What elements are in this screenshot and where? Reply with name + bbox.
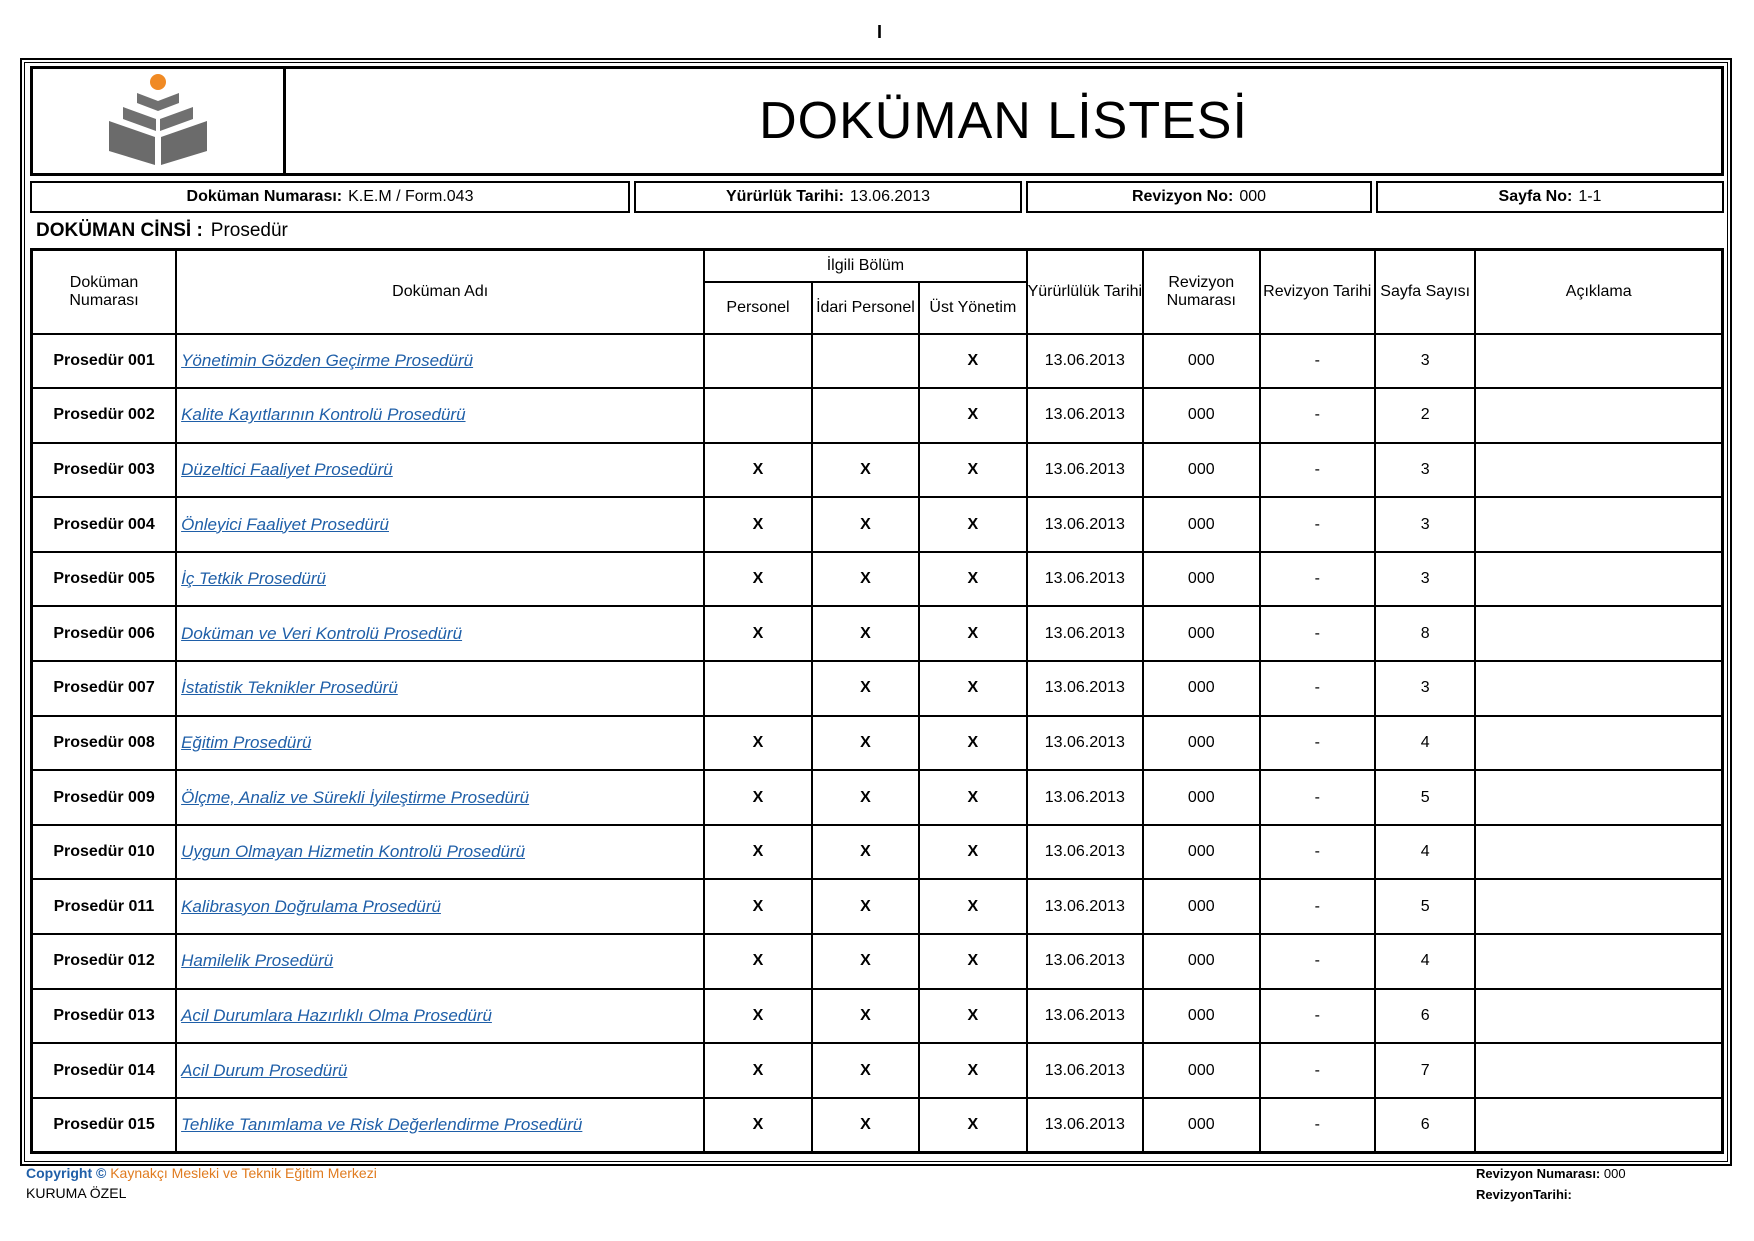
doc-name-cell [176, 443, 704, 498]
pages-cell: 3 [1375, 552, 1475, 607]
idari-cell [812, 388, 919, 443]
doc-name-cell [176, 879, 704, 934]
doc-name-cell [176, 934, 704, 989]
ust-cell: X [919, 934, 1026, 989]
table-row [32, 606, 1723, 661]
rev-no-cell: 000 [1143, 770, 1259, 825]
rev-date-cell: - [1260, 661, 1375, 716]
doc-name-cell [176, 770, 704, 825]
doc-name-cell [176, 1043, 704, 1098]
doc-link[interactable]: Önleyici Faaliyet Prosedürü [181, 514, 389, 534]
desc-cell [1475, 443, 1722, 498]
doc-number-cell: Prosedür 009 [32, 770, 177, 825]
personel-cell: X [704, 934, 811, 989]
ust-cell: X [919, 716, 1026, 771]
doc-number-cell: Prosedür 008 [32, 716, 177, 771]
idari-cell: X [812, 661, 919, 716]
date-cell: 13.06.2013 [1027, 334, 1143, 389]
col-header-rev-no: Revizyon Numarası [1143, 250, 1259, 334]
idari-cell: X [812, 606, 919, 661]
date-cell: 13.06.2013 [1027, 716, 1143, 771]
personel-cell: X [704, 989, 811, 1044]
pages-cell: 4 [1375, 934, 1475, 989]
doc-name-cell [176, 716, 704, 771]
ust-cell: X [919, 388, 1026, 443]
pages-cell: 6 [1375, 1098, 1475, 1153]
doc-number-cell: Prosedür 012 [32, 934, 177, 989]
date-cell: 13.06.2013 [1027, 989, 1143, 1044]
footer-left [26, 1163, 377, 1203]
doc-name-cell [176, 1098, 704, 1153]
rev-no-cell: 000 [1143, 1043, 1259, 1098]
rev-no-cell: 000 [1143, 661, 1259, 716]
rev-no-cell: 000 [1143, 825, 1259, 880]
date-cell: 13.06.2013 [1027, 552, 1143, 607]
footer-rev-no-value: 000 [1603, 1166, 1626, 1181]
doc-number-cell: Prosedür 014 [32, 1043, 177, 1098]
col-header-doc-name: Doküman Adı [176, 250, 704, 334]
date-cell: 13.06.2013 [1027, 770, 1143, 825]
desc-cell [1475, 770, 1722, 825]
desc-cell [1475, 825, 1722, 880]
desc-cell [1475, 334, 1722, 389]
rev-date-cell: - [1260, 1098, 1375, 1153]
rev-date-cell: - [1260, 443, 1375, 498]
table-row [32, 334, 1723, 389]
personel-cell: X [704, 497, 811, 552]
col-header-desc: Açıklama [1475, 250, 1722, 334]
doc-name-cell [176, 497, 704, 552]
doc-link[interactable]: Uygun Olmayan Hizmetin Kontrolü Prosedürü [181, 842, 526, 862]
doc-number-field [30, 181, 630, 213]
doc-number-cell: Prosedür 007 [32, 661, 177, 716]
pages-cell: 3 [1375, 334, 1475, 389]
idari-cell: X [812, 552, 919, 607]
personel-cell: X [704, 606, 811, 661]
table-row [32, 934, 1723, 989]
doc-link[interactable]: İstatistik Teknikler Prosedürü [181, 678, 398, 698]
ust-cell: X [919, 661, 1026, 716]
rev-date-cell: - [1260, 770, 1375, 825]
ust-cell: X [919, 497, 1026, 552]
table-row [32, 1043, 1723, 1098]
doc-link[interactable]: Yönetimin Gözden Geçirme Prosedürü [181, 350, 474, 370]
effective-date-field [634, 181, 1022, 213]
table-row [32, 661, 1723, 716]
meta-row [30, 181, 1724, 213]
table-row [32, 825, 1723, 880]
table-row [32, 388, 1723, 443]
doc-number-cell: Prosedür 002 [32, 388, 177, 443]
rev-no-cell: 000 [1143, 1098, 1259, 1153]
doc-number-cell: Prosedür 005 [32, 552, 177, 607]
rev-date-cell: - [1260, 989, 1375, 1044]
doc-link[interactable]: Tehlike Tanımlama ve Risk Değerlendirme Prosedürü [181, 1114, 583, 1134]
doc-link[interactable]: Düzeltici Faaliyet Prosedürü [181, 459, 393, 479]
idari-cell: X [812, 443, 919, 498]
date-cell: 13.06.2013 [1027, 443, 1143, 498]
personel-cell [704, 661, 811, 716]
doc-name-cell [176, 989, 704, 1044]
date-cell: 13.06.2013 [1027, 879, 1143, 934]
footer-rev-date-label: RevizyonTarihi: [1476, 1187, 1572, 1202]
table-row [32, 879, 1723, 934]
pages-cell: 7 [1375, 1043, 1475, 1098]
doc-link[interactable]: İç Tetkik Prosedürü [181, 569, 326, 589]
doc-number-cell: Prosedür 015 [32, 1098, 177, 1153]
doc-link[interactable]: Acil Durumlara Hazırlıklı Olma Prosedürü [181, 1005, 492, 1025]
table-row [32, 1098, 1723, 1153]
col-header-related: İlgili Bölüm [704, 250, 1026, 282]
personel-cell: X [704, 879, 811, 934]
rev-no-cell: 000 [1143, 443, 1259, 498]
date-cell: 13.06.2013 [1027, 1043, 1143, 1098]
table-body [32, 334, 1723, 1153]
rev-no-cell: 000 [1143, 388, 1259, 443]
desc-cell [1475, 716, 1722, 771]
personel-cell [704, 388, 811, 443]
org-name: Kaynakçı Mesleki ve Teknik Eğitim Merkezi [110, 1165, 377, 1181]
doc-name-cell [176, 334, 704, 389]
doc-number-cell: Prosedür 010 [32, 825, 177, 880]
book-logo-icon [103, 73, 213, 169]
pages-cell: 3 [1375, 497, 1475, 552]
desc-cell [1475, 989, 1722, 1044]
date-cell: 13.06.2013 [1027, 661, 1143, 716]
desc-cell [1475, 388, 1722, 443]
date-cell: 13.06.2013 [1027, 606, 1143, 661]
doc-type [36, 220, 288, 242]
rev-date-cell: - [1260, 1043, 1375, 1098]
personel-cell: X [704, 716, 811, 771]
ust-cell: X [919, 606, 1026, 661]
personel-cell: X [704, 443, 811, 498]
doc-link[interactable]: Acil Durum Prosedürü [181, 1060, 348, 1080]
col-header-doc-no: Doküman Numarası [32, 250, 177, 334]
rev-date-cell: - [1260, 552, 1375, 607]
logo [33, 69, 286, 173]
rev-no-cell: 000 [1143, 989, 1259, 1044]
rev-no-cell: 000 [1143, 934, 1259, 989]
rev-date-cell: - [1260, 825, 1375, 880]
doc-name-cell [176, 388, 704, 443]
ust-cell: X [919, 770, 1026, 825]
idari-cell: X [812, 716, 919, 771]
desc-cell [1475, 552, 1722, 607]
pages-cell: 2 [1375, 388, 1475, 443]
pages-cell: 3 [1375, 443, 1475, 498]
effective-date-label: Yürürlük Tarihi: [725, 188, 844, 205]
effective-date-value: 13.06.2013 [849, 188, 930, 205]
doc-number-cell: Prosedür 004 [32, 497, 177, 552]
footer-right [1476, 1163, 1626, 1205]
date-cell: 13.06.2013 [1027, 934, 1143, 989]
doc-link[interactable]: Eğitim Prosedürü [181, 732, 312, 752]
date-cell: 13.06.2013 [1027, 388, 1143, 443]
classification: KURUMA ÖZEL [26, 1185, 127, 1201]
rev-date-cell: - [1260, 497, 1375, 552]
doc-link[interactable]: Hamilelik Prosedürü [181, 951, 334, 971]
idari-cell: X [812, 879, 919, 934]
idari-cell: X [812, 989, 919, 1044]
page-mark: I [877, 22, 883, 42]
copyright-label: Copyright © [26, 1165, 107, 1181]
document-table [30, 248, 1724, 1154]
doc-number-value: K.E.M / Form.043 [348, 188, 474, 205]
doc-number-cell: Prosedür 011 [32, 879, 177, 934]
date-cell: 13.06.2013 [1027, 1098, 1143, 1153]
idari-cell: X [812, 934, 919, 989]
ust-cell: X [919, 825, 1026, 880]
rev-no-cell: 000 [1143, 334, 1259, 389]
rev-no-cell: 000 [1143, 716, 1259, 771]
page-title: DOKÜMAN LİSTESİ [759, 92, 1248, 150]
col-header-rev-date: Revizyon Tarihi [1260, 250, 1375, 334]
doc-name-cell [176, 552, 704, 607]
pages-cell: 6 [1375, 989, 1475, 1044]
page-number-label: Sayfa No: [1498, 188, 1573, 205]
table-row [32, 716, 1723, 771]
doc-link[interactable]: Doküman ve Veri Kontrolü Prosedürü [181, 623, 463, 643]
pages-cell: 8 [1375, 606, 1475, 661]
personel-cell: X [704, 825, 811, 880]
ust-cell: X [919, 334, 1026, 389]
doc-link[interactable]: Kalibrasyon Doğrulama Prosedürü [181, 896, 441, 916]
pages-cell: 4 [1375, 825, 1475, 880]
personel-cell: X [704, 552, 811, 607]
doc-name-cell [176, 825, 704, 880]
rev-date-cell: - [1260, 716, 1375, 771]
doc-name-cell [176, 661, 704, 716]
ust-cell: X [919, 879, 1026, 934]
idari-cell: X [812, 1098, 919, 1153]
table-row [32, 497, 1723, 552]
idari-cell: X [812, 770, 919, 825]
doc-number-cell: Prosedür 003 [32, 443, 177, 498]
rev-no-cell: 000 [1143, 552, 1259, 607]
col-header-pages: Sayfa Sayısı [1375, 250, 1475, 334]
idari-cell [812, 334, 919, 389]
rev-date-cell: - [1260, 334, 1375, 389]
date-cell: 13.06.2013 [1027, 497, 1143, 552]
col-header-date: Yürürlülük Tarihi [1027, 250, 1143, 334]
desc-cell [1475, 934, 1722, 989]
col-header-idari: İdari Personel [812, 282, 919, 334]
desc-cell [1475, 1043, 1722, 1098]
doc-type-value: Prosedür [210, 220, 288, 241]
idari-cell: X [812, 825, 919, 880]
doc-number-cell: Prosedür 006 [32, 606, 177, 661]
col-header-ust: Üst Yönetim [919, 282, 1026, 334]
rev-date-cell: - [1260, 934, 1375, 989]
desc-cell [1475, 879, 1722, 934]
doc-number-cell: Prosedür 013 [32, 989, 177, 1044]
ust-cell: X [919, 989, 1026, 1044]
ust-cell: X [919, 552, 1026, 607]
revision-label: Revizyon No: [1131, 188, 1234, 205]
pages-cell: 5 [1375, 770, 1475, 825]
table-row [32, 989, 1723, 1044]
pages-cell: 3 [1375, 661, 1475, 716]
doc-number-cell: Prosedür 001 [32, 334, 177, 389]
col-header-personel: Personel [704, 282, 811, 334]
rev-date-cell: - [1260, 879, 1375, 934]
doc-link[interactable]: Kalite Kayıtlarının Kontrolü Prosedürü [181, 405, 466, 425]
rev-date-cell: - [1260, 606, 1375, 661]
page-number-field [1376, 181, 1724, 213]
document-header [30, 66, 1724, 176]
ust-cell: X [919, 1098, 1026, 1153]
rev-date-cell: - [1260, 388, 1375, 443]
rev-no-cell: 000 [1143, 606, 1259, 661]
personel-cell: X [704, 770, 811, 825]
doc-name-cell [176, 606, 704, 661]
table-row [32, 443, 1723, 498]
ust-cell: X [919, 1043, 1026, 1098]
revision-field [1026, 181, 1372, 213]
doc-number-label: Doküman Numarası: [186, 188, 343, 205]
footer-rev-no-label: Revizyon Numarası: [1476, 1166, 1601, 1181]
desc-cell [1475, 1098, 1722, 1153]
desc-cell [1475, 661, 1722, 716]
rev-no-cell: 000 [1143, 497, 1259, 552]
pages-cell: 5 [1375, 879, 1475, 934]
desc-cell [1475, 497, 1722, 552]
table-row [32, 552, 1723, 607]
idari-cell: X [812, 497, 919, 552]
personel-cell [704, 334, 811, 389]
page-number-value: 1-1 [1578, 188, 1602, 205]
ust-cell: X [919, 443, 1026, 498]
revision-value: 000 [1239, 188, 1267, 205]
doc-type-label: DOKÜMAN CİNSİ : [36, 220, 203, 241]
personel-cell: X [704, 1043, 811, 1098]
table-row [32, 770, 1723, 825]
desc-cell [1475, 606, 1722, 661]
personel-cell: X [704, 1098, 811, 1153]
idari-cell: X [812, 1043, 919, 1098]
rev-no-cell: 000 [1143, 879, 1259, 934]
doc-link[interactable]: Ölçme, Analiz ve Sürekli İyileştirme Prosedürü [181, 787, 530, 807]
date-cell: 13.06.2013 [1027, 825, 1143, 880]
pages-cell: 4 [1375, 716, 1475, 771]
